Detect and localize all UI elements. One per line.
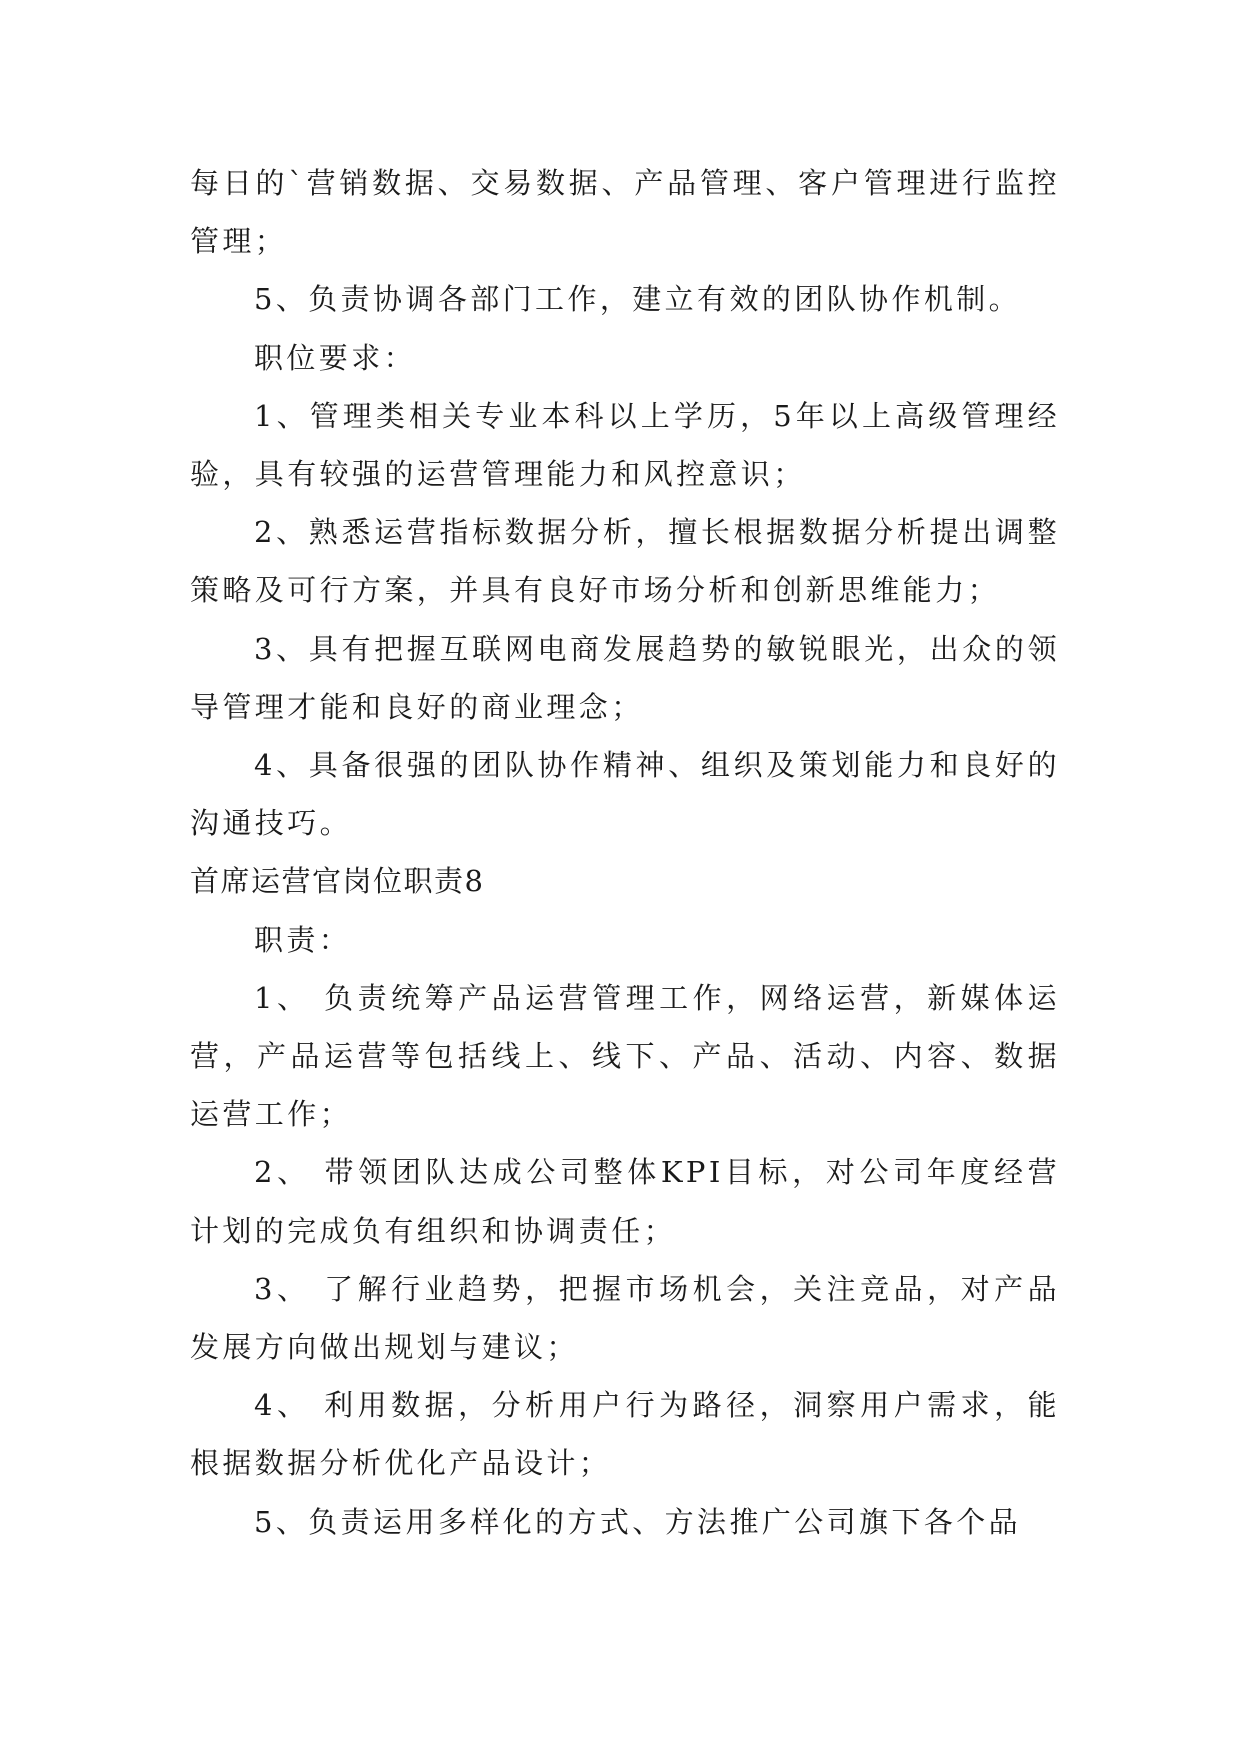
duty-item-2: 2、 带领团队达成公司整体KPI目标，对公司年度经营计划的完成负有组织和协调责任； <box>190 1155 1060 1248</box>
requirement-item-4: 4、具备很强的团队协作精神、组织及策划能力和良好的沟通技巧。 <box>190 748 1060 841</box>
job-requirements-label: 职位要求： <box>254 340 417 375</box>
requirement-item-2: 2、熟悉运营指标数据分析，擅长根据数据分析提出调整策略及可行方案，并具有良好市场分析和创新思维能力； <box>190 515 1060 608</box>
duty-item-4: 4、 利用数据，分析用户行为路径，洞察用户需求，能根据数据分析优化产品设计； <box>190 1388 1060 1481</box>
duties-label: 职责： <box>254 922 352 957</box>
duty-item-3: 3、 了解行业趋势，把握市场机会，关注竞品，对产品发展方向做出规划与建议； <box>190 1271 1060 1365</box>
document-body <box>190 154 1060 1551</box>
requirement-item-3: 3、具有把握互联网电商发展趋势的敏锐眼光，出众的领导管理才能和良好的商业理念； <box>190 631 1060 724</box>
duty-item-1: 1、 负责统筹产品运营管理工作，网络运营，新媒体运营，产品运营等包括线上、线下、产品、活动、内容、数据运营工作； <box>190 980 1060 1132</box>
requirement-item-1: 1、管理类相关专业本科以上学历，5年以上高级管理经验，具有较强的运营管理能力和风控意识； <box>190 398 1060 492</box>
duty-item-5: 5、负责运用多样化的方式、方法推广公司旗下各个品 <box>254 1504 1022 1539</box>
list-item-5-coordination: 5、负责协调各部门工作，建立有效的团队协作机制。 <box>254 282 1022 317</box>
paragraph-continuation: 每日的`营销数据、交易数据、产品管理、客户管理进行监控管理； <box>190 166 1060 259</box>
section-heading: 首席运营官岗位职责8 <box>190 864 485 899</box>
